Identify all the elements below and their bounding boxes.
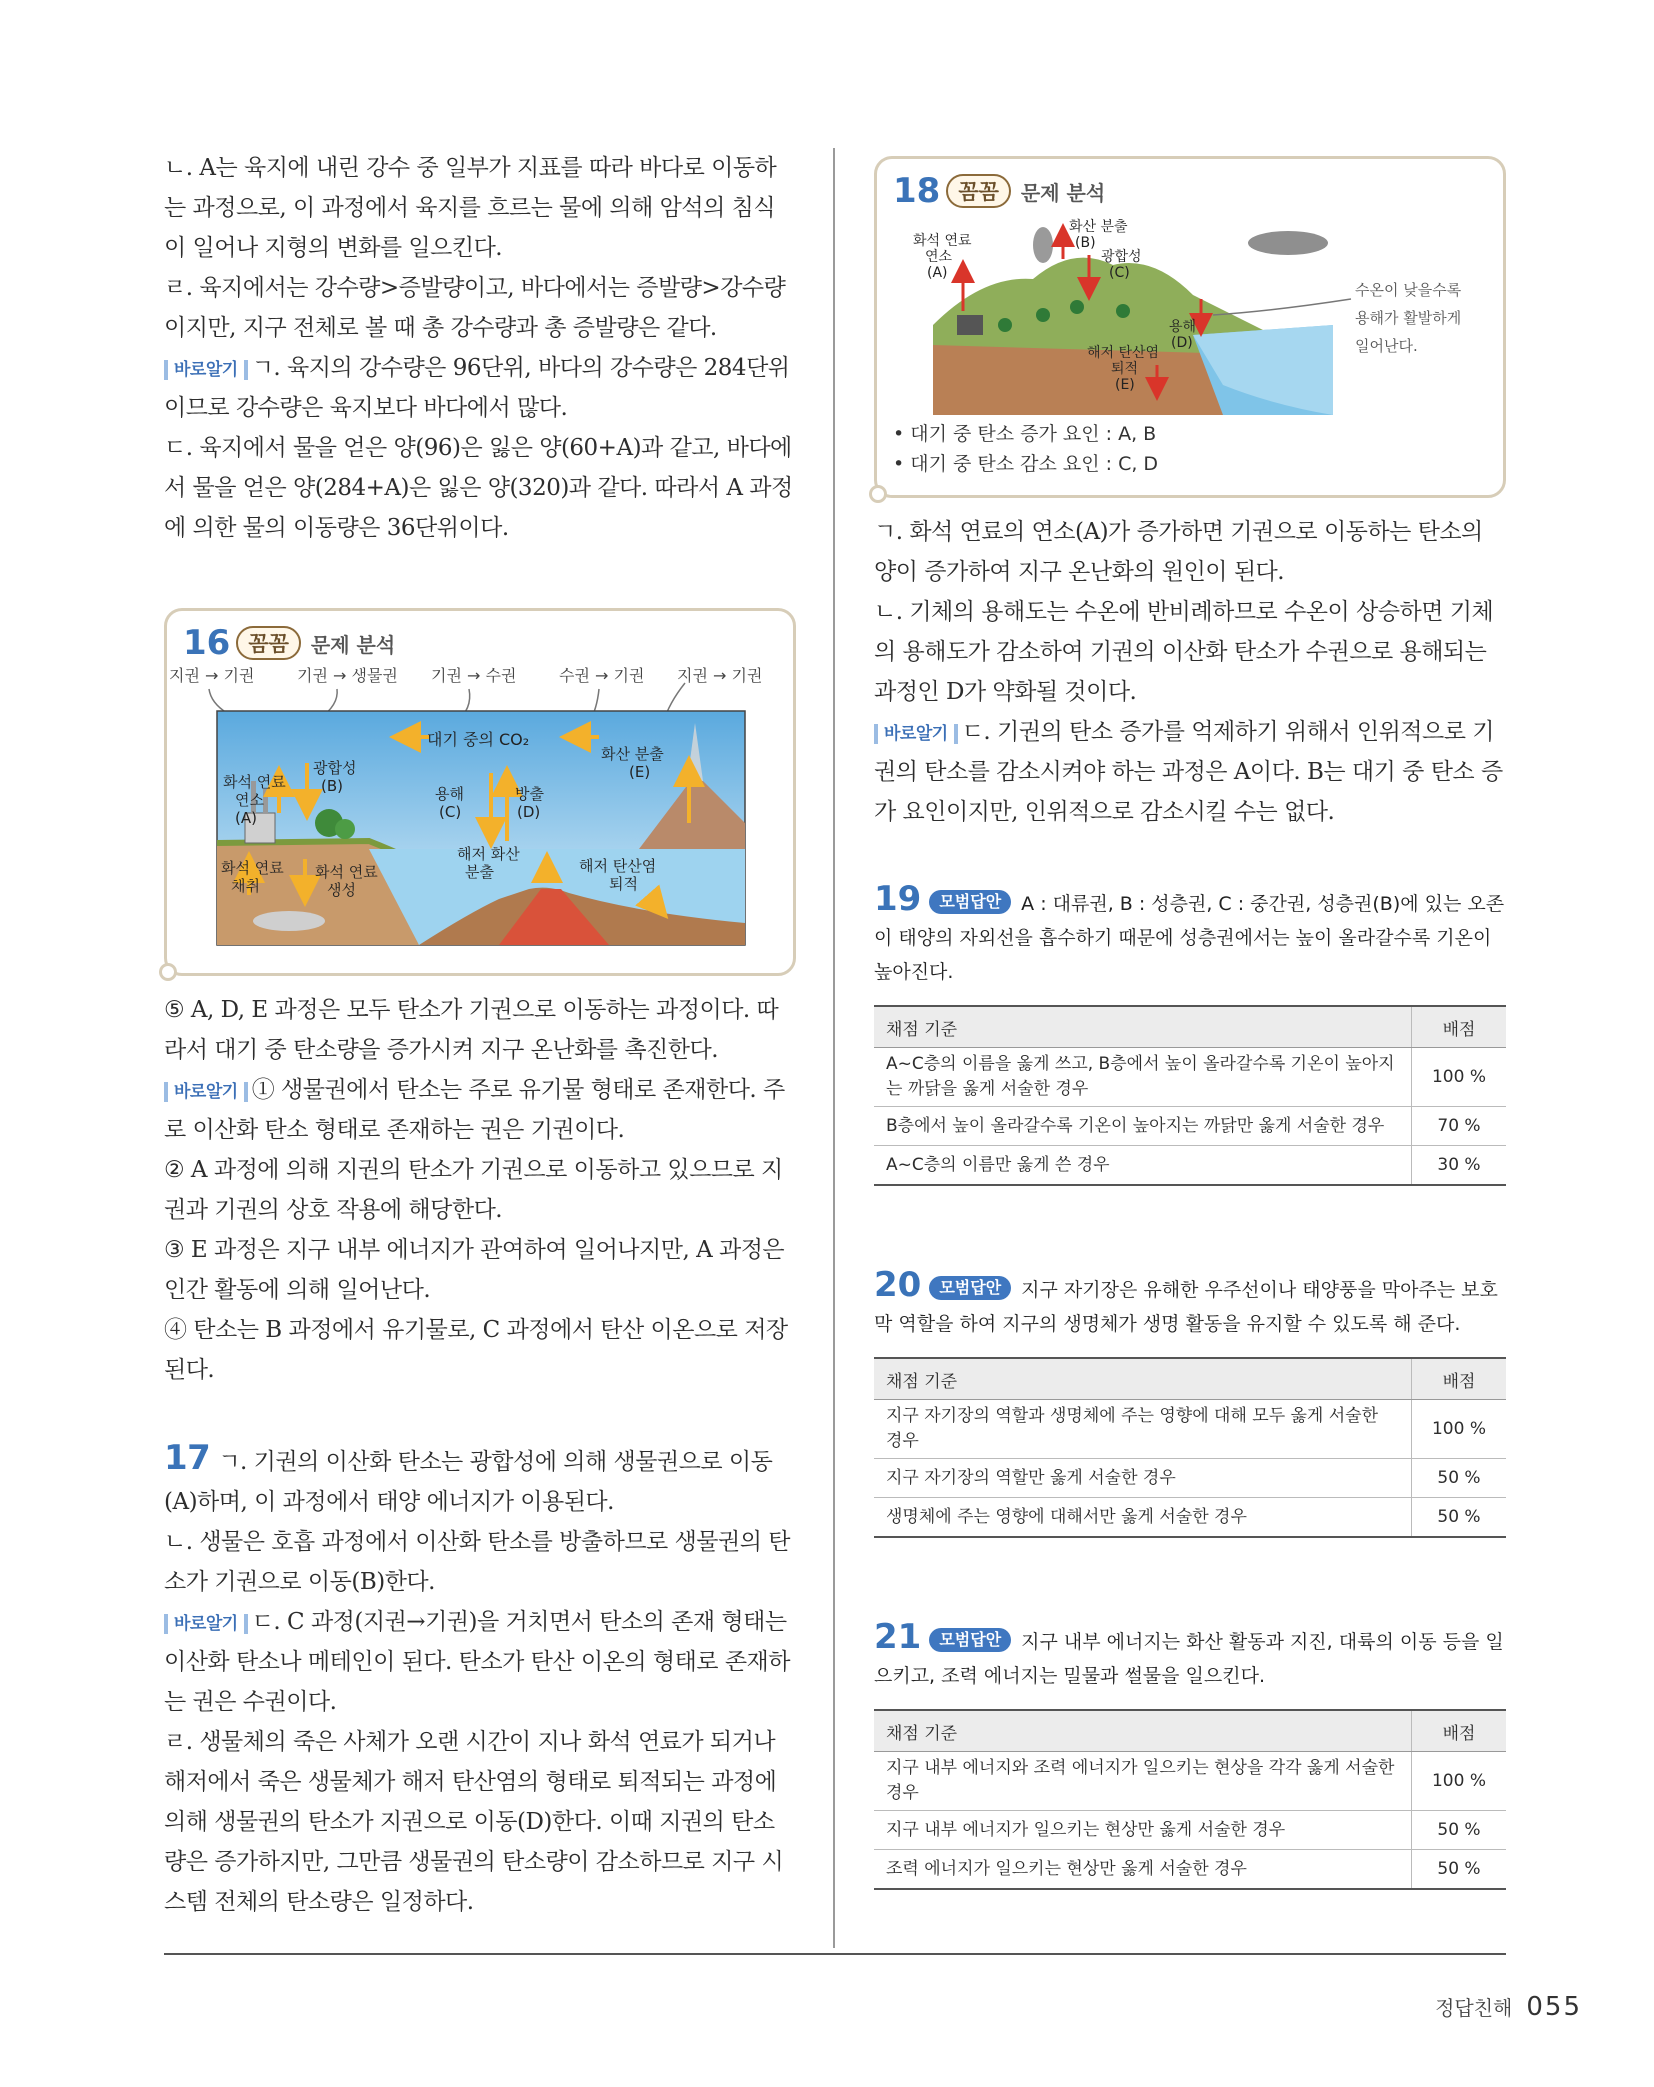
paragraph: ④ 탄소는 B 과정에서 유기물로, C 과정에서 탄산 이온으로 저장된다. (164, 1317, 788, 1383)
note-text: 일어난다. (1355, 337, 1418, 355)
paragraph: ㄱ. 화석 연료의 연소(A)가 증가하면 기권으로 이동하는 탄소의 양이 증가하여 지구 온난화의 원인이 된다. (874, 519, 1483, 585)
question-number: 19 (874, 879, 922, 919)
paragraph: ㄷ. 육지에서 물을 얻은 양(96)은 잃은 양(60+A)과 같고, 바다에서 물을 얻은 양(284+A)은 잃은 양(320)과 같다. 따라서 A 과정에 의한 물의 이동량은 36단위이다. (164, 435, 793, 541)
fossil-combustion-letter: (A) (235, 809, 257, 827)
photosynthesis-label: 광합성 (313, 759, 357, 777)
page-footer (1435, 1992, 1582, 2022)
problem-analysis-16 (164, 608, 796, 976)
volcano-smoke (1033, 227, 1053, 263)
paragraph: 바로알기 ㄷ. 기권의 탄소 증가를 억제하기 위해서 인위적으로 기권의 탄소를 감소시켜야 하는 과정은 A이다. B는 대기 중 탄소 증가 요인이지만, 인위적으로 감소시킬 수는 없다. (874, 719, 1503, 825)
tree-icon (1036, 308, 1050, 322)
correction-tag: 바로알기 (164, 360, 248, 380)
criteria-header: 채점 기준 (874, 1710, 1412, 1752)
paragraph: ㄹ. 육지에서는 강수량>증발량이고, 바다에서는 증발량>강수량이지만, 지구 전체로 볼 때 총 강수량과 총 증발량은 같다. (164, 275, 786, 341)
correction-tag: 바로알기 (164, 1082, 248, 1102)
fossil-combustion-label: 화석 연료 (223, 773, 286, 791)
paragraph: 바로알기 ㄷ. C 과정(지권→기권)을 거치면서 탄소의 존재 형태는 이산화 탄소나 메테인이 된다. 탄소가 탄산 이온의 형태로 존재하는 권은 수권이다. (164, 1609, 790, 1715)
problem-analysis-18 (874, 156, 1506, 498)
table-row: 지구 자기장의 역할과 생명체에 주는 영향에 대해 모두 옳게 서술한 경우 100 % (874, 1400, 1506, 1459)
paragraph: 바로알기 ㄱ. 육지의 강수량은 96단위, 바다의 강수량은 284단위이므로 강수량은 육지보다 바다에서 많다. (164, 355, 790, 421)
tree-icon (1070, 300, 1084, 314)
table-row: A~C층의 이름을 옳게 쓰고, B층에서 높이 올라갈수록 기온이 높아지는 까닭을 옳게 서술한 경우 100 % (874, 1048, 1506, 1107)
corner-dot (159, 963, 177, 981)
paragraph: ⑤ A, D, E 과정은 모두 탄소가 기권으로 이동하는 과정이다. 따라서 대기 중 탄소량을 증가시켜 지구 온난화를 촉진한다. (164, 997, 779, 1063)
volcano-letter: (E) (629, 763, 651, 781)
dissolution-letter: (C) (439, 803, 462, 821)
points-header: 배점 (1412, 1006, 1507, 1048)
dissolution-label: 용해 (435, 785, 464, 803)
mining-label: 화석 연료 (221, 859, 284, 877)
criteria-header: 채점 기준 (874, 1006, 1412, 1048)
carbon-cycle-diagram-18 (893, 215, 1493, 415)
label-hydro-atmo: 수권 → 기권 (559, 666, 645, 685)
pointer-line (209, 689, 227, 713)
tree-icon (1116, 304, 1130, 318)
carbonate-label: 퇴적 (609, 875, 638, 893)
tree-icon (335, 819, 355, 839)
question-number: 16 (183, 623, 231, 663)
right-column (874, 148, 1506, 1890)
carbon-cycle-diagram (169, 663, 769, 963)
table-row: 지구 내부 에너지가 일으키는 현상만 옳게 서술한 경우 50 % (874, 1811, 1506, 1850)
bullet-item: • 대기 중 탄소 감소 요인 : C, D (893, 453, 1159, 475)
table-row: A~C층의 이름만 옳게 쓴 경우 30 % (874, 1146, 1506, 1186)
table-row: 지구 내부 에너지와 조력 에너지가 일으키는 현상을 각각 옳게 서술한 경우 100 % (874, 1752, 1506, 1811)
release-letter: (D) (517, 803, 541, 821)
release-label: 방출 (515, 785, 544, 803)
table-row: B층에서 높이 올라갈수록 기온이 높아지는 까닭만 옳게 서술한 경우 70 % (874, 1107, 1506, 1146)
paragraph: ㄴ. 생물은 호흡 과정에서 이산화 탄소를 방출하므로 생물권의 탄소가 기권으로 이동(B)한다. (164, 1529, 790, 1595)
paragraph: ㄴ. A는 육지에 내린 강수 중 일부가 지표를 따라 바다로 이동하는 과정으로, 이 과정에서 육지를 흐르는 물에 의해 암석의 침식이 일어나 지형의 변화를 일으킨다. (164, 155, 777, 261)
table-row: 지구 자기장의 역할만 옳게 서술한 경우 50 % (874, 1459, 1506, 1498)
scoring-table-21 (874, 1709, 1506, 1890)
label-atmo-hydro: 기권 → 수권 (431, 666, 517, 685)
table-row: 생명체에 주는 영향에 대해서만 옳게 서술한 경우 50 % (874, 1498, 1506, 1538)
answer-20: 20 모범답안 지구 자기장은 유해한 우주선이나 태양풍을 막아주는 보호막 역할을 하여 지구의 생명체가 생명 활동을 유지할 수 있도록 해 준다. (874, 1265, 1498, 1335)
factory-icon (957, 315, 983, 335)
carbonate-letter: (E) (1115, 377, 1135, 393)
seafloor-eruption-label: 해저 화산 (457, 845, 520, 863)
table-row: 조력 에너지가 일으키는 현상만 옳게 서술한 경우 50 % (874, 1850, 1506, 1890)
label-geo-atmo-2: 지권 → 기권 (677, 666, 763, 685)
question-number: 21 (874, 1617, 922, 1657)
label-atmo-bio: 기권 → 생물권 (297, 666, 398, 685)
paragraph: ㄹ. 생물체의 죽은 사체가 오랜 시간이 지나 화석 연료가 되거나 해저에서 죽은 생물체가 해저 탄산염의 형태로 퇴적되는 과정에 의해 생물권의 탄소가 지권으로 이동(D)한다. 이때 지권의 탄소량은 증가하지만, 그만큼 생물권의 탄소량이 감소하므로 지구 시스템 전체의 탄소량은 일정하다. (164, 1729, 784, 1915)
correction-tag: 바로알기 (164, 1614, 248, 1634)
co2-label: 대기 중의 CO₂ (427, 730, 530, 749)
left-column (164, 148, 796, 1922)
photosynthesis-letter: (C) (1109, 265, 1130, 281)
bottom-rule (164, 1953, 1506, 1955)
corner-dot (869, 485, 887, 503)
volcano-letter: (B) (1075, 235, 1096, 251)
formation-label: 화석 연료 (315, 863, 378, 881)
model-answer-badge: 모범답안 (929, 1628, 1011, 1652)
question-number: 20 (874, 1265, 922, 1305)
analysis-header (183, 623, 777, 663)
carbonate-label: 해저 탄산염 (1087, 345, 1160, 361)
book-title: 정답친해 (1435, 1996, 1513, 2020)
note-text: 수온이 낮을수록 (1355, 281, 1462, 299)
paragraph: ㄴ. 기체의 용해도는 수온에 반비례하므로 수온이 상승하면 기체의 용해도가 감소하여 기권의 이산화 탄소가 수권으로 용해되는 과정인 D가 약화될 것이다. (874, 599, 1494, 705)
dissolve-label: 용해 (1169, 319, 1197, 335)
tree-icon (998, 318, 1012, 332)
page-number: 055 (1526, 1992, 1582, 2022)
label-geo-atmo-1: 지권 → 기권 (169, 666, 255, 685)
fossil-label: 화석 연료 (913, 233, 972, 249)
answer-19: 19 모범답안 A : 대류권, B : 성층권, C : 중간권, 성층권(B)에 있는 오존이 태양의 자외선을 흡수하기 때문에 성층권에서는 높이 올라갈수록 기온이 높아진다. (874, 879, 1505, 983)
fossil-letter: (A) (927, 265, 948, 281)
model-answer-badge: 모범답안 (929, 890, 1011, 914)
note-text: 용해가 활발하게 (1355, 309, 1462, 327)
model-answer-badge: 모범답안 (929, 1276, 1011, 1300)
analysis-header (893, 171, 1487, 211)
fossil-fuel-deposit (253, 911, 325, 931)
fossil-combustion-label: 연소 (235, 791, 264, 809)
volcano-label: 화산 분출 (601, 745, 664, 763)
paragraph: ③ E 과정은 지구 내부 에너지가 관여하여 일어나지만, A 과정은 인간 활동에 의해 일어난다. (164, 1237, 785, 1303)
scoring-table-19 (874, 1005, 1506, 1186)
analysis-title: 문제 분석 (310, 632, 396, 657)
ggom-badge: 꼼꼼 (236, 626, 301, 660)
photosynthesis-label: 광합성 (1101, 249, 1142, 265)
points-header: 배점 (1412, 1358, 1507, 1400)
mining-label: 채취 (231, 877, 260, 895)
volcano-label: 화산 분출 (1069, 219, 1128, 235)
scoring-table-20 (874, 1357, 1506, 1538)
correction-tag: 바로알기 (874, 724, 958, 744)
column-divider (833, 148, 835, 1948)
dissolve-letter: (D) (1171, 335, 1193, 351)
paragraph: 바로알기 ① 생물권에서 탄소는 주로 유기물 형태로 존재한다. 주로 이산화 탄소 형태로 존재하는 권은 기권이다. (164, 1077, 785, 1143)
question-number: 17 (164, 1438, 211, 1478)
carbonate-label: 퇴적 (1111, 361, 1139, 377)
seafloor-eruption-label: 분출 (465, 863, 494, 881)
bullet-item: • 대기 중 탄소 증가 요인 : A, B (893, 423, 1157, 445)
ggom-badge: 꼼꼼 (946, 174, 1011, 208)
paragraph: ② A 과정에 의해 지권의 탄소가 기권으로 이동하고 있으므로 지권과 기권의 상호 작용에 해당한다. (164, 1157, 783, 1223)
photosynthesis-letter: (B) (321, 777, 343, 795)
note-pointer (1213, 299, 1351, 315)
carbonate-label: 해저 탄산염 (579, 857, 657, 875)
points-header: 배점 (1412, 1710, 1507, 1752)
criteria-header: 채점 기준 (874, 1358, 1412, 1400)
paragraph: 17 ㄱ. 기권의 이산화 탄소는 광합성에 의해 생물권으로 이동(A)하며, 이 과정에서 태양 에너지가 이용된다. (164, 1438, 773, 1515)
answer-21: 21 모범답안 지구 내부 에너지는 화산 활동과 지진, 대륙의 이동 등을 일으키고, 조력 에너지는 밀물과 썰물을 일으킨다. (874, 1617, 1504, 1687)
analysis-title: 문제 분석 (1020, 180, 1106, 205)
formation-label: 생성 (327, 881, 356, 899)
cloud-icon (1248, 231, 1328, 255)
fossil-label: 연소 (925, 249, 953, 265)
question-number: 18 (893, 171, 941, 211)
